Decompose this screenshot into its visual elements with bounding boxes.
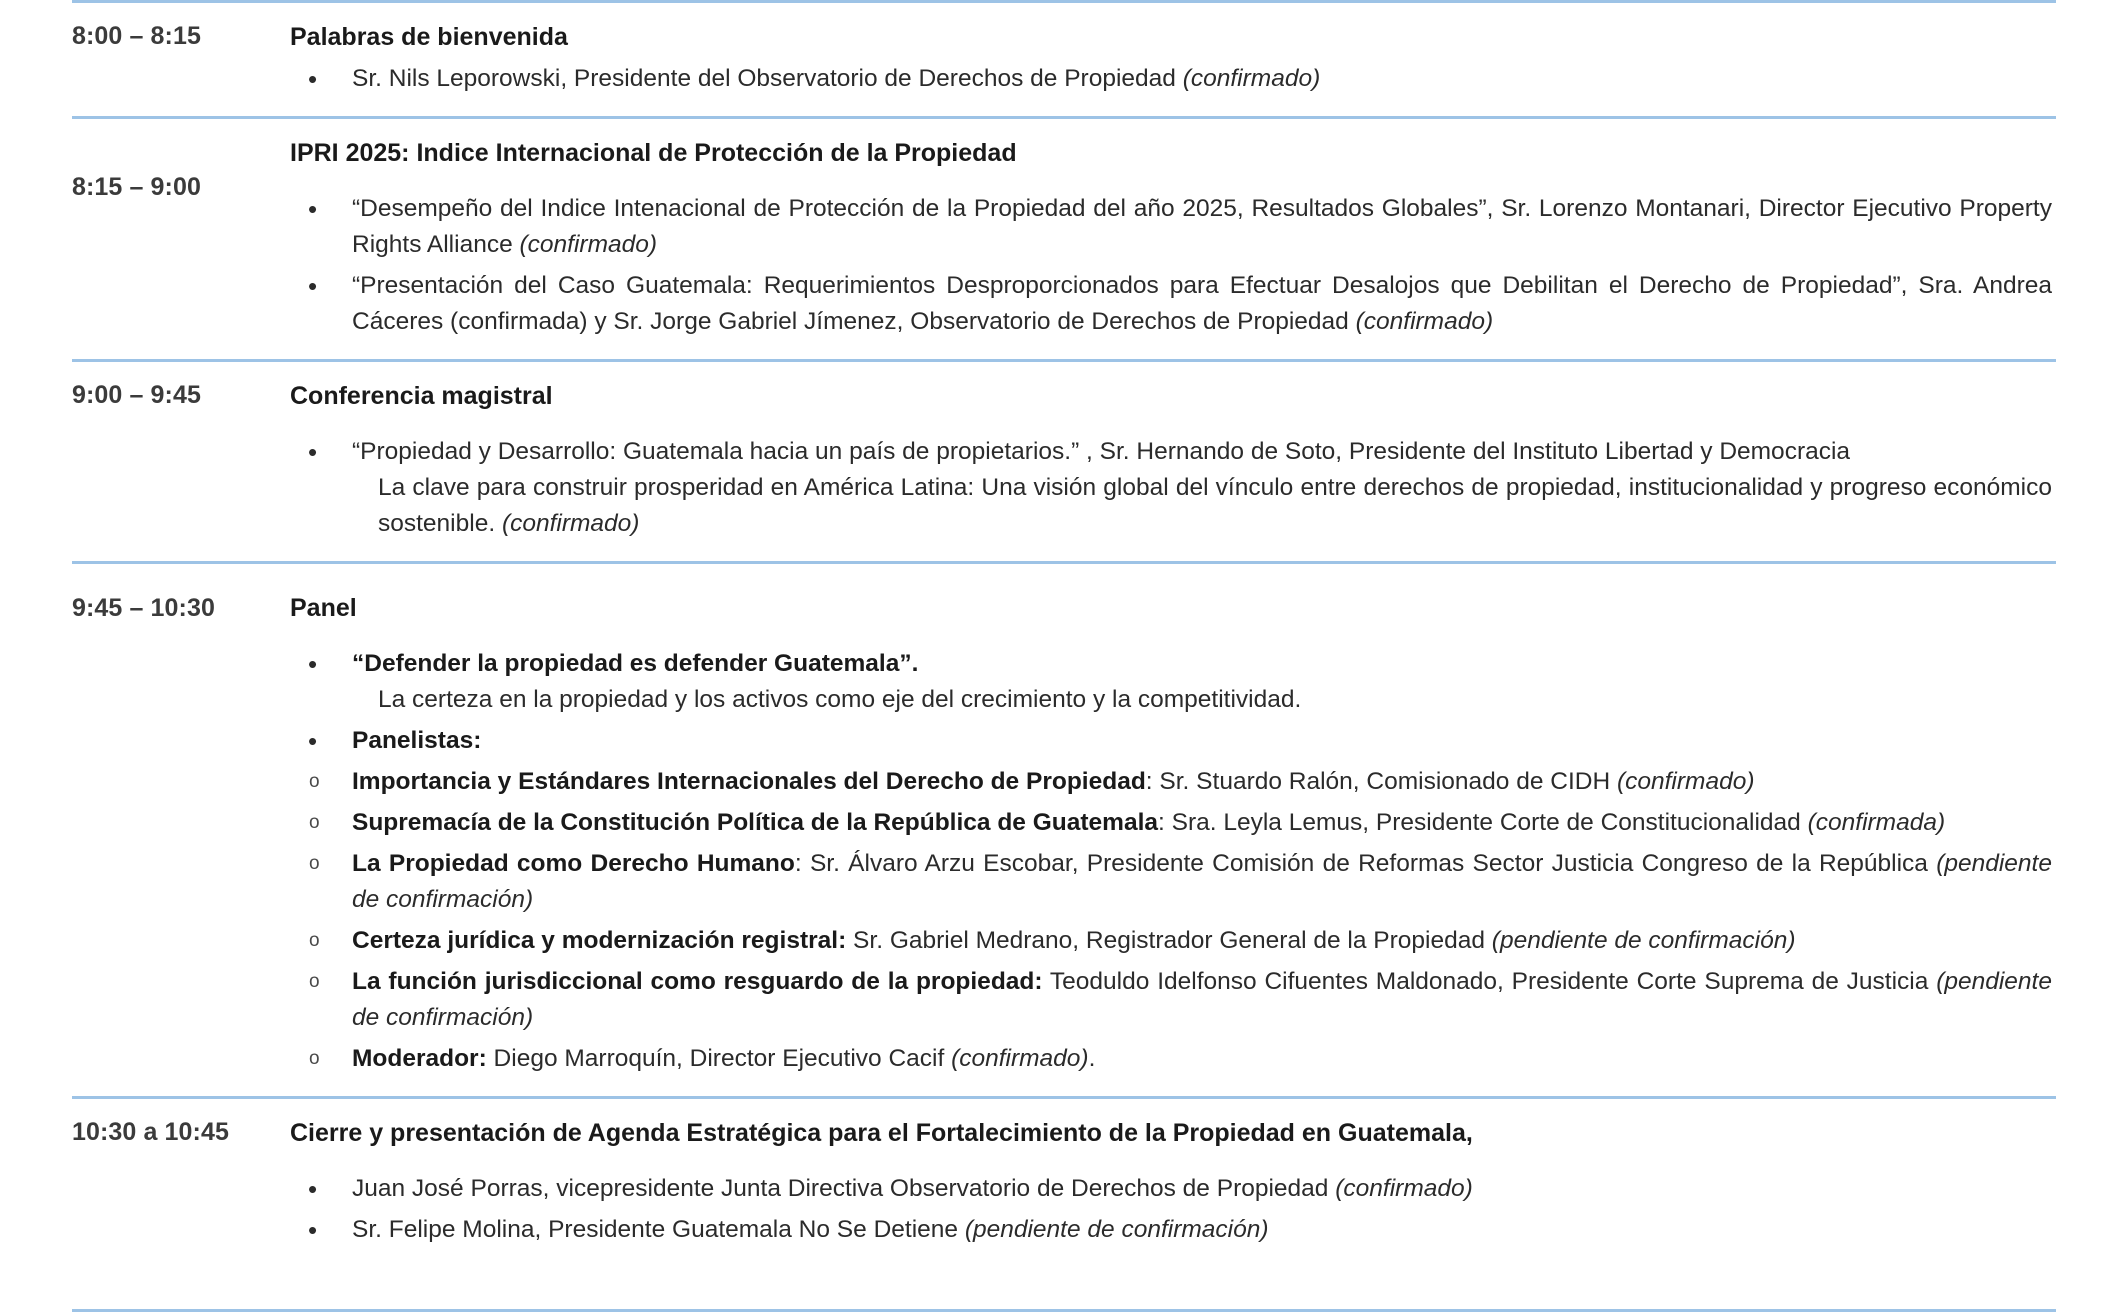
session-title: IPRI 2025: Indice Internacional de Protección de la Propiedad <box>290 139 1017 167</box>
item-status: (confirmado) <box>501 510 640 537</box>
item-status: (confirmado) <box>951 1045 1089 1072</box>
agenda-table <box>72 0 2056 1312</box>
session-bullet-list <box>290 191 2052 340</box>
item-text: : Sra. Leyla Lemus, Presidente Corte de Constitucionalidad <box>1158 809 1808 836</box>
item-status: (pendiente de confirmación) <box>964 1216 1269 1243</box>
list-item <box>290 964 2052 1036</box>
item-bold: “Defender la propiedad es defender Guatemala”. <box>352 650 919 677</box>
session-cell <box>290 361 2056 563</box>
session-cell <box>290 2 2056 118</box>
list-item <box>290 923 2052 959</box>
item-status: (confirmada) <box>1807 809 1946 836</box>
time-cell <box>72 2 290 118</box>
item-status: (confirmado) <box>1182 65 1321 92</box>
session-cell <box>290 563 2056 1098</box>
time-cell <box>72 1098 290 1311</box>
item-text: Teoduldo Idelfonso Cifuentes Maldonado, Presidente Corte Suprema de Justicia <box>1042 968 1937 995</box>
list-item <box>290 1041 2052 1077</box>
trailing-space <box>290 1253 2052 1295</box>
item-status: (pendiente de confirmación) <box>352 850 2052 913</box>
list-item <box>290 646 2052 718</box>
item-text: Sr. Gabriel Medrano, Registrador General de la Propiedad <box>846 927 1492 954</box>
item-status: (confirmado) <box>1335 1175 1473 1202</box>
session-cell <box>290 118 2056 361</box>
item-bold: La función jurisdiccional como resguardo de la propiedad: <box>352 968 1043 995</box>
time-label: 9:00 – 9:45 <box>72 381 201 409</box>
time-label: 8:00 – 8:15 <box>72 22 201 50</box>
agenda-row <box>72 1098 2056 1311</box>
item-bold: Moderador: <box>352 1045 487 1072</box>
item-status: (pendiente de confirmación) <box>1491 927 1796 954</box>
item-status: (confirmado) <box>1616 768 1755 795</box>
session-bullet-list <box>290 434 2052 542</box>
item-status: (confirmado) <box>519 231 658 258</box>
list-item <box>290 764 2052 800</box>
item-text: Sr. Felipe Molina, Presidente Guatemala No Se Detiene <box>352 1216 965 1243</box>
item-text: “Propiedad y Desarrollo: Guatemala hacia un país de propietarios.” , Sr. Hernando de Soto, Presidente del Instituto Libertad y Democracia <box>352 438 1851 465</box>
item-bold: Certeza jurídica y modernización registral: <box>352 927 847 954</box>
session-title: Panel <box>290 594 357 622</box>
item-text: : Sr. Stuardo Ralón, Comisionado de CIDH <box>1145 768 1617 795</box>
session-title: Cierre y presentación de Agenda Estratégica para el Fortalecimiento de la Propiedad en Guatemala, <box>290 1119 1473 1147</box>
item-text: : Sr. Álvaro Arzu Escobar, Presidente Comisión de Reformas Sector Justicia Congreso de la República <box>794 850 1937 877</box>
list-item <box>290 61 2052 97</box>
agenda-row <box>72 563 2056 1098</box>
time-label: 10:30 a 10:45 <box>72 1118 229 1146</box>
item-text: “Presentación del Caso Guatemala: Requerimientos Desproporcionados para Efectuar Desalojos que Debilitan el Derecho de Propiedad”, Sra. Andrea Cáceres (confirmada) y Sr. Jorge Gabriel Jímenez, Observatorio de Derechos de Propiedad <box>352 272 2052 335</box>
panelist-list <box>290 764 2052 1077</box>
item-bold: Importancia y Estándares Internacionales del Derecho de Propiedad <box>352 768 1146 795</box>
list-item <box>290 723 2052 759</box>
item-text: “Desempeño del Indice Intenacional de Protección de la Propiedad del año 2025, Resultados Globales”, Sr. Lorenzo Montanari, Director Ejecutivo Property Rights Alliance <box>352 195 2052 258</box>
item-text: Diego Marroquín, Director Ejecutivo Cacif <box>486 1045 952 1072</box>
item-status: (pendiente de confirmación) <box>352 968 2052 1031</box>
item-text: Juan José Porras, vicepresidente Junta Directiva Observatorio de Derechos de Propiedad <box>352 1175 1336 1202</box>
item-subtext-wrap <box>352 470 2052 542</box>
agenda-row <box>72 2 2056 118</box>
list-item <box>290 268 2052 340</box>
item-status: (confirmado) <box>1355 308 1494 335</box>
session-bullet-list <box>290 61 2052 97</box>
list-item <box>290 1212 2052 1248</box>
item-trail: . <box>1088 1045 1096 1072</box>
item-bold: La Propiedad como Derecho Humano <box>352 850 795 877</box>
item-bold: Panelistas: <box>352 727 482 754</box>
item-subtext: La clave para construir prosperidad en América Latina: Una visión global del vínculo entre derechos de propiedad, institucionalidad y progreso económico sostenible. <box>378 474 2052 537</box>
item-subtext: La certeza en la propiedad y los activos como eje del crecimiento y la competitividad. <box>378 686 1302 713</box>
list-item <box>290 191 2052 263</box>
agenda-row <box>72 118 2056 361</box>
time-label: 8:15 – 9:00 <box>72 173 201 201</box>
agenda-row <box>72 361 2056 563</box>
time-cell <box>72 361 290 563</box>
list-item <box>290 434 2052 542</box>
time-cell <box>72 563 290 1098</box>
session-title: Palabras de bienvenida <box>290 23 568 51</box>
item-text: Sr. Nils Leporowski, Presidente del Observatorio de Derechos de Propiedad <box>352 65 1183 92</box>
session-bullet-list <box>290 1171 2052 1248</box>
panel-bullet-list <box>290 646 2052 759</box>
time-cell <box>72 118 290 361</box>
list-item <box>290 1171 2052 1207</box>
session-cell <box>290 1098 2056 1311</box>
list-item <box>290 846 2052 918</box>
item-bold: Supremacía de la Constitución Política de la República de Guatemala <box>352 809 1158 836</box>
time-label: 9:45 – 10:30 <box>72 594 215 622</box>
list-item <box>290 805 2052 841</box>
session-title: Conferencia magistral <box>290 382 553 410</box>
